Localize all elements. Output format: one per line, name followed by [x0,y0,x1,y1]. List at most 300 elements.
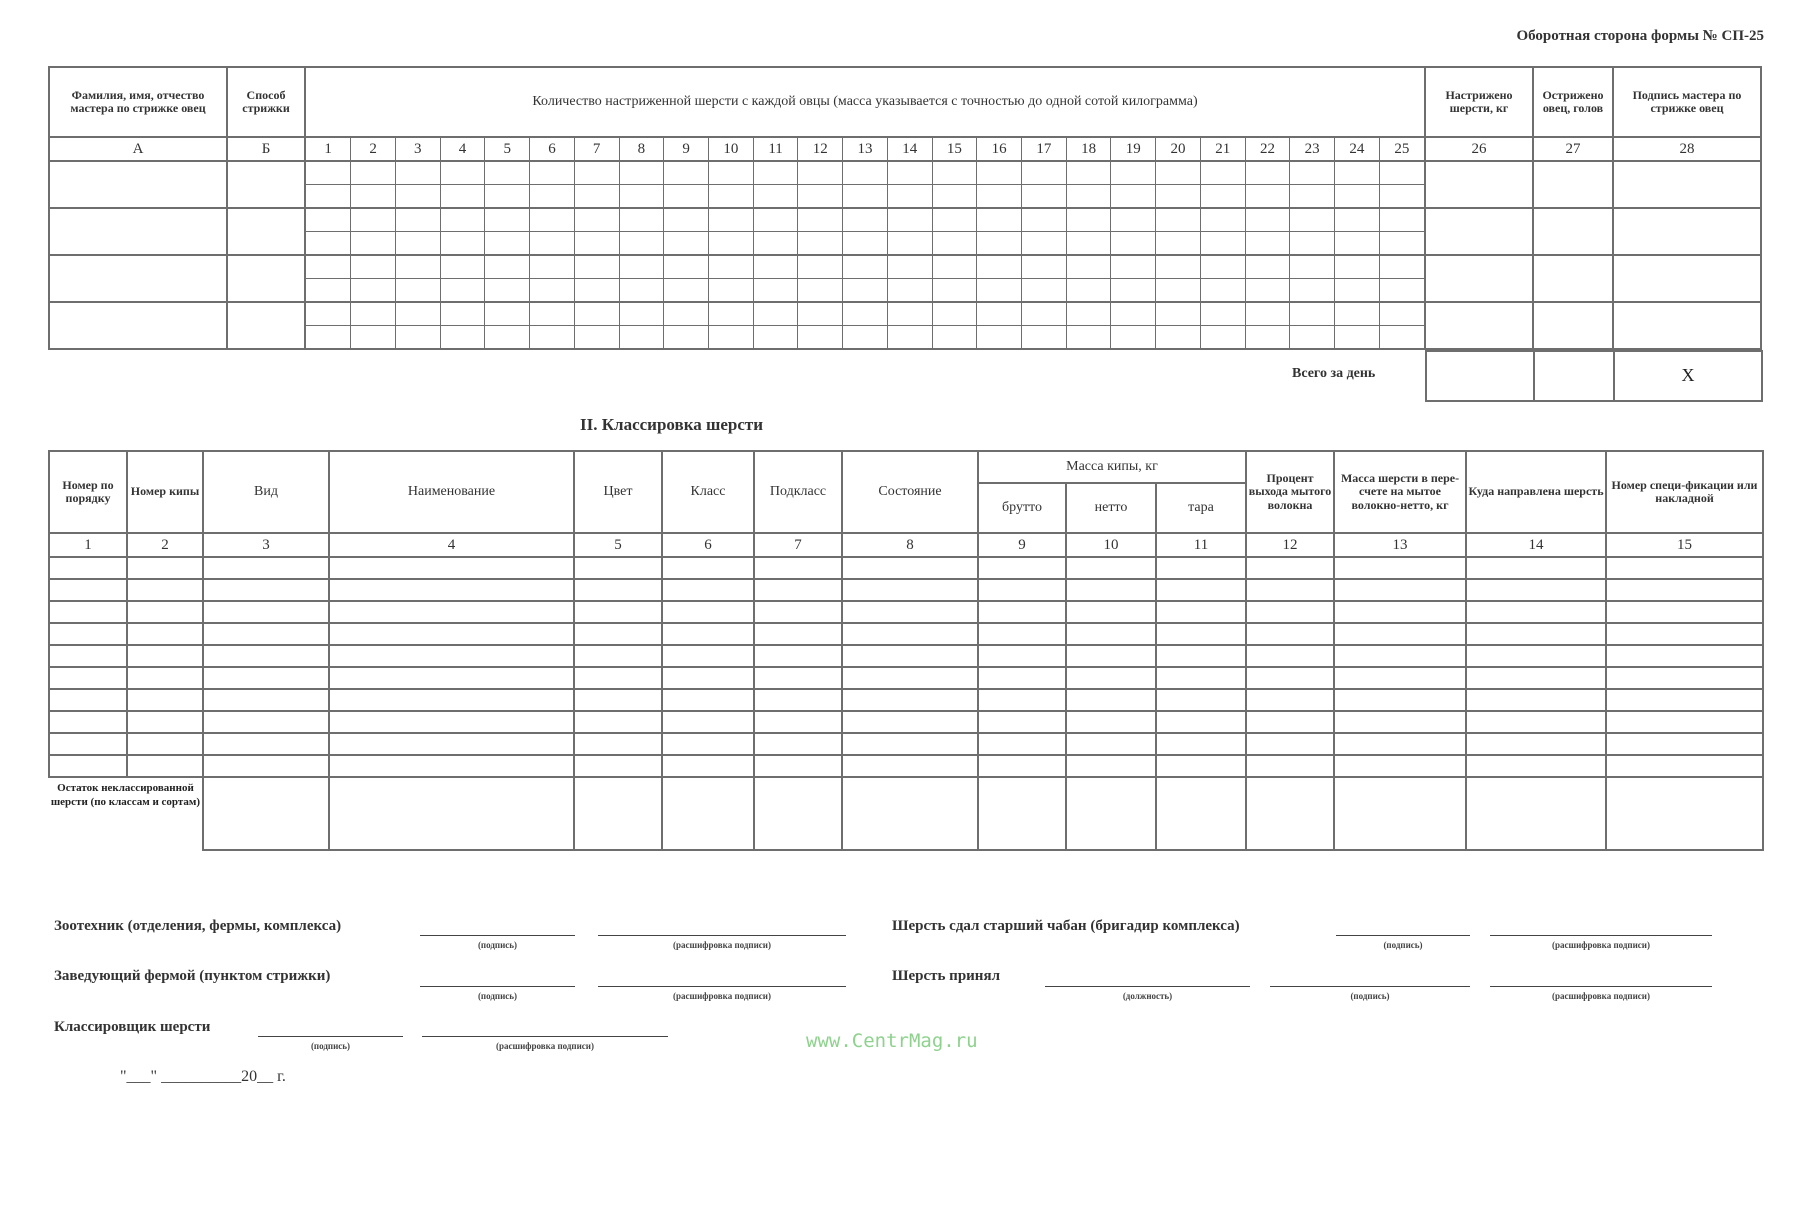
master-signature-cell[interactable] [1613,302,1761,349]
master-name-cell[interactable] [49,208,227,255]
wool-weight-cell[interactable] [1022,209,1067,232]
wool-weight-cell[interactable] [351,209,396,232]
wool-weight-cell[interactable] [1245,232,1290,255]
classification-cell[interactable] [662,711,754,733]
wool-weight-cell[interactable] [1200,256,1245,279]
classification-cell[interactable] [978,557,1066,579]
wool-weight-cell[interactable] [1379,209,1424,232]
classification-cell[interactable] [842,667,978,689]
remainder-cell[interactable] [842,777,978,850]
classification-cell[interactable] [1246,689,1334,711]
classification-cell[interactable] [978,645,1066,667]
classification-cell[interactable] [49,557,127,579]
remainder-cell[interactable] [203,777,329,850]
classification-cell[interactable] [1466,667,1606,689]
classification-cell[interactable] [127,645,203,667]
classification-cell[interactable] [49,645,127,667]
classification-cell[interactable] [842,733,978,755]
master-signature-cell[interactable] [1613,161,1761,208]
wool-weight-cell[interactable] [1111,256,1156,279]
classification-cell[interactable] [1606,601,1763,623]
wool-weight-cell[interactable] [619,232,664,255]
wool-weight-cell[interactable] [753,162,798,185]
sheared-sheep-cell[interactable] [1533,302,1613,349]
remainder-cell[interactable] [574,777,662,850]
wool-weight-cell[interactable] [1335,162,1380,185]
classification-cell[interactable] [329,579,574,601]
classification-cell[interactable] [329,711,574,733]
classification-cell[interactable] [842,755,978,777]
classification-cell[interactable] [662,645,754,667]
wool-weight-cell[interactable] [619,279,664,302]
wool-weight-cell[interactable] [1290,185,1335,208]
handed-over-signature-line[interactable] [1336,935,1470,936]
wool-weight-cell[interactable] [1290,279,1335,302]
wool-weight-cell[interactable] [306,303,351,326]
classification-cell[interactable] [127,579,203,601]
classification-cell[interactable] [203,733,329,755]
wool-weight-cell[interactable] [977,279,1022,302]
wool-weight-cell[interactable] [1022,162,1067,185]
classification-cell[interactable] [842,601,978,623]
sheared-wool-cell[interactable] [1425,161,1533,208]
wool-weight-cell[interactable] [306,209,351,232]
classification-cell[interactable] [127,601,203,623]
wool-weight-cell[interactable] [530,303,575,326]
classification-cell[interactable] [1066,755,1156,777]
wool-weight-cell[interactable] [1066,185,1111,208]
classification-cell[interactable] [1156,755,1246,777]
classification-cell[interactable] [754,755,842,777]
wool-weight-cell[interactable] [887,185,932,208]
wool-weight-cell[interactable] [932,326,977,349]
classification-cell[interactable] [1066,711,1156,733]
sheared-sheep-cell[interactable] [1533,161,1613,208]
classification-cell[interactable] [1066,645,1156,667]
classification-cell[interactable] [662,579,754,601]
classification-cell[interactable] [127,557,203,579]
sheared-wool-cell[interactable] [1425,302,1533,349]
master-name-cell[interactable] [49,161,227,208]
wool-weight-cell[interactable] [1066,326,1111,349]
received-decode-line[interactable] [1490,986,1712,987]
shearing-method-cell[interactable] [227,208,305,255]
wool-weight-cell[interactable] [1156,209,1201,232]
wool-weight-cell[interactable] [395,303,440,326]
wool-weight-cell[interactable] [1290,232,1335,255]
shearing-method-cell[interactable] [227,255,305,302]
farm-head-decode-line[interactable] [598,986,846,987]
wool-weight-cell[interactable] [887,232,932,255]
wool-weight-cell[interactable] [574,232,619,255]
classification-cell[interactable] [978,623,1066,645]
wool-weight-cell[interactable] [932,279,977,302]
classification-cell[interactable] [574,667,662,689]
wool-weight-cell[interactable] [619,162,664,185]
received-signature-line[interactable] [1270,986,1470,987]
wool-weight-cell[interactable] [530,326,575,349]
total-sheared-wool-cell[interactable] [1426,351,1534,401]
classification-cell[interactable] [1246,711,1334,733]
wool-weight-cell[interactable] [798,326,843,349]
wool-weight-cell[interactable] [351,162,396,185]
classification-cell[interactable] [329,601,574,623]
wool-weight-cell[interactable] [485,232,530,255]
classification-cell[interactable] [978,711,1066,733]
classification-cell[interactable] [1246,557,1334,579]
wool-weight-cell[interactable] [1245,185,1290,208]
classification-cell[interactable] [978,755,1066,777]
classification-cell[interactable] [329,689,574,711]
remainder-cell[interactable] [1466,777,1606,850]
classification-cell[interactable] [842,557,978,579]
wool-weight-cell[interactable] [843,326,888,349]
wool-weight-cell[interactable] [619,303,664,326]
wool-weight-cell[interactable] [664,326,709,349]
wool-weight-cell[interactable] [351,256,396,279]
wool-weight-cell[interactable] [485,326,530,349]
wool-weight-cell[interactable] [1379,279,1424,302]
wool-weight-cell[interactable] [574,162,619,185]
total-sheared-sheep-cell[interactable] [1534,351,1614,401]
wool-weight-cell[interactable] [977,232,1022,255]
wool-weight-cell[interactable] [1200,326,1245,349]
classification-cell[interactable] [1066,579,1156,601]
wool-weight-cell[interactable] [440,209,485,232]
wool-weight-cell[interactable] [395,279,440,302]
classification-cell[interactable] [1466,645,1606,667]
wool-weight-cell[interactable] [1156,279,1201,302]
classification-cell[interactable] [1606,667,1763,689]
classification-cell[interactable] [754,667,842,689]
wool-weight-cell[interactable] [708,162,753,185]
wool-weight-cell[interactable] [1111,326,1156,349]
classification-cell[interactable] [754,711,842,733]
wool-weight-cell[interactable] [1022,303,1067,326]
classification-cell[interactable] [754,645,842,667]
wool-weight-cell[interactable] [351,232,396,255]
wool-weight-cell[interactable] [1245,279,1290,302]
classification-cell[interactable] [754,579,842,601]
classification-cell[interactable] [754,733,842,755]
wool-weight-cell[interactable] [798,209,843,232]
wool-weight-cell[interactable] [977,209,1022,232]
master-signature-cell[interactable] [1613,255,1761,302]
classification-cell[interactable] [1156,645,1246,667]
wool-weight-cell[interactable] [1111,209,1156,232]
wool-weight-cell[interactable] [977,326,1022,349]
wool-weight-cell[interactable] [1200,162,1245,185]
classification-cell[interactable] [127,733,203,755]
wool-weight-cell[interactable] [1245,162,1290,185]
classification-cell[interactable] [1156,733,1246,755]
wool-weight-cell[interactable] [753,232,798,255]
received-position-line[interactable] [1045,986,1250,987]
wool-weight-cell[interactable] [619,256,664,279]
classification-cell[interactable] [1606,733,1763,755]
wool-weight-cell[interactable] [1066,209,1111,232]
classification-cell[interactable] [1334,623,1466,645]
wool-weight-cell[interactable] [530,256,575,279]
wool-weight-cell[interactable] [664,303,709,326]
classification-cell[interactable] [842,689,978,711]
classification-cell[interactable] [49,623,127,645]
wool-weight-cell[interactable] [1379,232,1424,255]
classification-cell[interactable] [842,579,978,601]
handed-over-decode-line[interactable] [1490,935,1712,936]
wool-weight-cell[interactable] [977,303,1022,326]
classification-cell[interactable] [203,601,329,623]
wool-weight-cell[interactable] [708,303,753,326]
classification-cell[interactable] [49,733,127,755]
wool-weight-cell[interactable] [1066,232,1111,255]
wool-weight-cell[interactable] [664,279,709,302]
wool-weight-cell[interactable] [1290,326,1335,349]
classification-cell[interactable] [1606,711,1763,733]
classification-cell[interactable] [1334,645,1466,667]
classification-cell[interactable] [1156,711,1246,733]
wool-weight-cell[interactable] [574,256,619,279]
wool-weight-cell[interactable] [977,162,1022,185]
classification-cell[interactable] [127,689,203,711]
classification-cell[interactable] [754,601,842,623]
zootechnician-decode-line[interactable] [598,935,846,936]
wool-weight-cell[interactable] [351,279,396,302]
classification-cell[interactable] [662,755,754,777]
wool-weight-cell[interactable] [1111,185,1156,208]
remainder-cell[interactable] [1334,777,1466,850]
classification-cell[interactable] [842,623,978,645]
classification-cell[interactable] [1466,601,1606,623]
classification-cell[interactable] [49,689,127,711]
classification-cell[interactable] [1466,623,1606,645]
classification-cell[interactable] [1334,579,1466,601]
wool-weight-cell[interactable] [395,256,440,279]
classification-cell[interactable] [203,645,329,667]
wool-weight-cell[interactable] [440,185,485,208]
wool-weight-cell[interactable] [798,279,843,302]
wool-weight-cell[interactable] [1200,303,1245,326]
classification-cell[interactable] [1156,579,1246,601]
wool-weight-cell[interactable] [843,185,888,208]
classification-cell[interactable] [1156,689,1246,711]
classification-cell[interactable] [662,733,754,755]
classification-cell[interactable] [1606,645,1763,667]
classification-cell[interactable] [127,755,203,777]
classification-cell[interactable] [574,601,662,623]
zootechnician-signature-line[interactable] [420,935,575,936]
wool-weight-cell[interactable] [440,279,485,302]
wool-weight-cell[interactable] [753,279,798,302]
wool-weight-cell[interactable] [708,232,753,255]
classification-cell[interactable] [662,601,754,623]
classification-cell[interactable] [329,733,574,755]
classification-cell[interactable] [49,601,127,623]
wool-weight-cell[interactable] [440,256,485,279]
classification-cell[interactable] [1246,623,1334,645]
wool-weight-cell[interactable] [1379,303,1424,326]
wool-weight-cell[interactable] [798,303,843,326]
wool-weight-cell[interactable] [843,162,888,185]
wool-weight-cell[interactable] [708,279,753,302]
classification-cell[interactable] [1246,733,1334,755]
wool-weight-cell[interactable] [1245,303,1290,326]
wool-weight-cell[interactable] [708,326,753,349]
wool-weight-cell[interactable] [1290,256,1335,279]
classification-cell[interactable] [1606,689,1763,711]
master-name-cell[interactable] [49,255,227,302]
wool-weight-cell[interactable] [887,162,932,185]
wool-weight-cell[interactable] [1379,162,1424,185]
wool-weight-cell[interactable] [1290,303,1335,326]
classification-cell[interactable] [203,667,329,689]
wool-weight-cell[interactable] [932,256,977,279]
wool-weight-cell[interactable] [395,326,440,349]
remainder-cell[interactable] [1156,777,1246,850]
classification-cell[interactable] [127,711,203,733]
wool-weight-cell[interactable] [753,256,798,279]
wool-weight-cell[interactable] [485,185,530,208]
wool-weight-cell[interactable] [1200,279,1245,302]
wool-weight-cell[interactable] [485,279,530,302]
classification-cell[interactable] [1066,733,1156,755]
wool-weight-cell[interactable] [798,232,843,255]
classification-cell[interactable] [1156,557,1246,579]
classifier-signature-line[interactable] [258,1036,403,1037]
sheared-sheep-cell[interactable] [1533,255,1613,302]
wool-weight-cell[interactable] [395,209,440,232]
wool-weight-cell[interactable] [843,303,888,326]
wool-weight-cell[interactable] [1200,209,1245,232]
classification-cell[interactable] [1334,711,1466,733]
classification-cell[interactable] [1466,711,1606,733]
remainder-cell[interactable] [329,777,574,850]
wool-weight-cell[interactable] [1066,162,1111,185]
classification-cell[interactable] [203,623,329,645]
wool-weight-cell[interactable] [843,279,888,302]
wool-weight-cell[interactable] [440,303,485,326]
classification-cell[interactable] [1466,733,1606,755]
wool-weight-cell[interactable] [530,162,575,185]
wool-weight-cell[interactable] [1022,232,1067,255]
classification-cell[interactable] [978,579,1066,601]
wool-weight-cell[interactable] [887,279,932,302]
classification-cell[interactable] [754,623,842,645]
classification-cell[interactable] [49,711,127,733]
wool-weight-cell[interactable] [1111,279,1156,302]
classification-cell[interactable] [1156,623,1246,645]
wool-weight-cell[interactable] [1245,209,1290,232]
wool-weight-cell[interactable] [395,232,440,255]
wool-weight-cell[interactable] [574,185,619,208]
wool-weight-cell[interactable] [1066,303,1111,326]
wool-weight-cell[interactable] [798,162,843,185]
wool-weight-cell[interactable] [664,232,709,255]
wool-weight-cell[interactable] [530,232,575,255]
classification-cell[interactable] [1066,601,1156,623]
wool-weight-cell[interactable] [530,185,575,208]
classification-cell[interactable] [203,755,329,777]
wool-weight-cell[interactable] [887,209,932,232]
wool-weight-cell[interactable] [351,326,396,349]
classification-cell[interactable] [127,623,203,645]
wool-weight-cell[interactable] [932,303,977,326]
classification-cell[interactable] [574,689,662,711]
classification-cell[interactable] [329,755,574,777]
wool-weight-cell[interactable] [932,185,977,208]
wool-weight-cell[interactable] [1156,326,1201,349]
classification-cell[interactable] [1466,579,1606,601]
wool-weight-cell[interactable] [1245,326,1290,349]
classification-cell[interactable] [1246,579,1334,601]
classification-cell[interactable] [1334,755,1466,777]
wool-weight-cell[interactable] [485,209,530,232]
remainder-cell[interactable] [662,777,754,850]
wool-weight-cell[interactable] [1335,303,1380,326]
wool-weight-cell[interactable] [1022,279,1067,302]
wool-weight-cell[interactable] [306,279,351,302]
classification-cell[interactable] [662,623,754,645]
classification-cell[interactable] [1606,623,1763,645]
farm-head-signature-line[interactable] [420,986,575,987]
classification-cell[interactable] [574,711,662,733]
classification-cell[interactable] [978,733,1066,755]
classification-cell[interactable] [1334,601,1466,623]
wool-weight-cell[interactable] [306,185,351,208]
wool-weight-cell[interactable] [664,209,709,232]
wool-weight-cell[interactable] [395,185,440,208]
classification-cell[interactable] [203,579,329,601]
classification-cell[interactable] [662,689,754,711]
classification-cell[interactable] [329,557,574,579]
classification-cell[interactable] [1606,755,1763,777]
classification-cell[interactable] [203,557,329,579]
wool-weight-cell[interactable] [1335,232,1380,255]
wool-weight-cell[interactable] [843,256,888,279]
sheared-sheep-cell[interactable] [1533,208,1613,255]
wool-weight-cell[interactable] [1111,303,1156,326]
wool-weight-cell[interactable] [351,303,396,326]
classification-cell[interactable] [1334,557,1466,579]
classification-cell[interactable] [1334,667,1466,689]
wool-weight-cell[interactable] [1156,162,1201,185]
wool-weight-cell[interactable] [932,162,977,185]
wool-weight-cell[interactable] [1290,209,1335,232]
classification-cell[interactable] [1466,755,1606,777]
wool-weight-cell[interactable] [1156,185,1201,208]
wool-weight-cell[interactable] [932,232,977,255]
wool-weight-cell[interactable] [1066,279,1111,302]
classification-cell[interactable] [978,689,1066,711]
wool-weight-cell[interactable] [664,256,709,279]
wool-weight-cell[interactable] [574,326,619,349]
wool-weight-cell[interactable] [306,256,351,279]
remainder-cell[interactable] [978,777,1066,850]
classification-cell[interactable] [1066,667,1156,689]
wool-weight-cell[interactable] [798,256,843,279]
classification-cell[interactable] [49,755,127,777]
classification-cell[interactable] [754,689,842,711]
wool-weight-cell[interactable] [485,162,530,185]
classification-cell[interactable] [1156,667,1246,689]
wool-weight-cell[interactable] [977,256,1022,279]
remainder-cell[interactable] [1606,777,1763,850]
classification-cell[interactable] [127,667,203,689]
classification-cell[interactable] [754,557,842,579]
classification-cell[interactable] [574,755,662,777]
master-signature-cell[interactable] [1613,208,1761,255]
wool-weight-cell[interactable] [1156,232,1201,255]
